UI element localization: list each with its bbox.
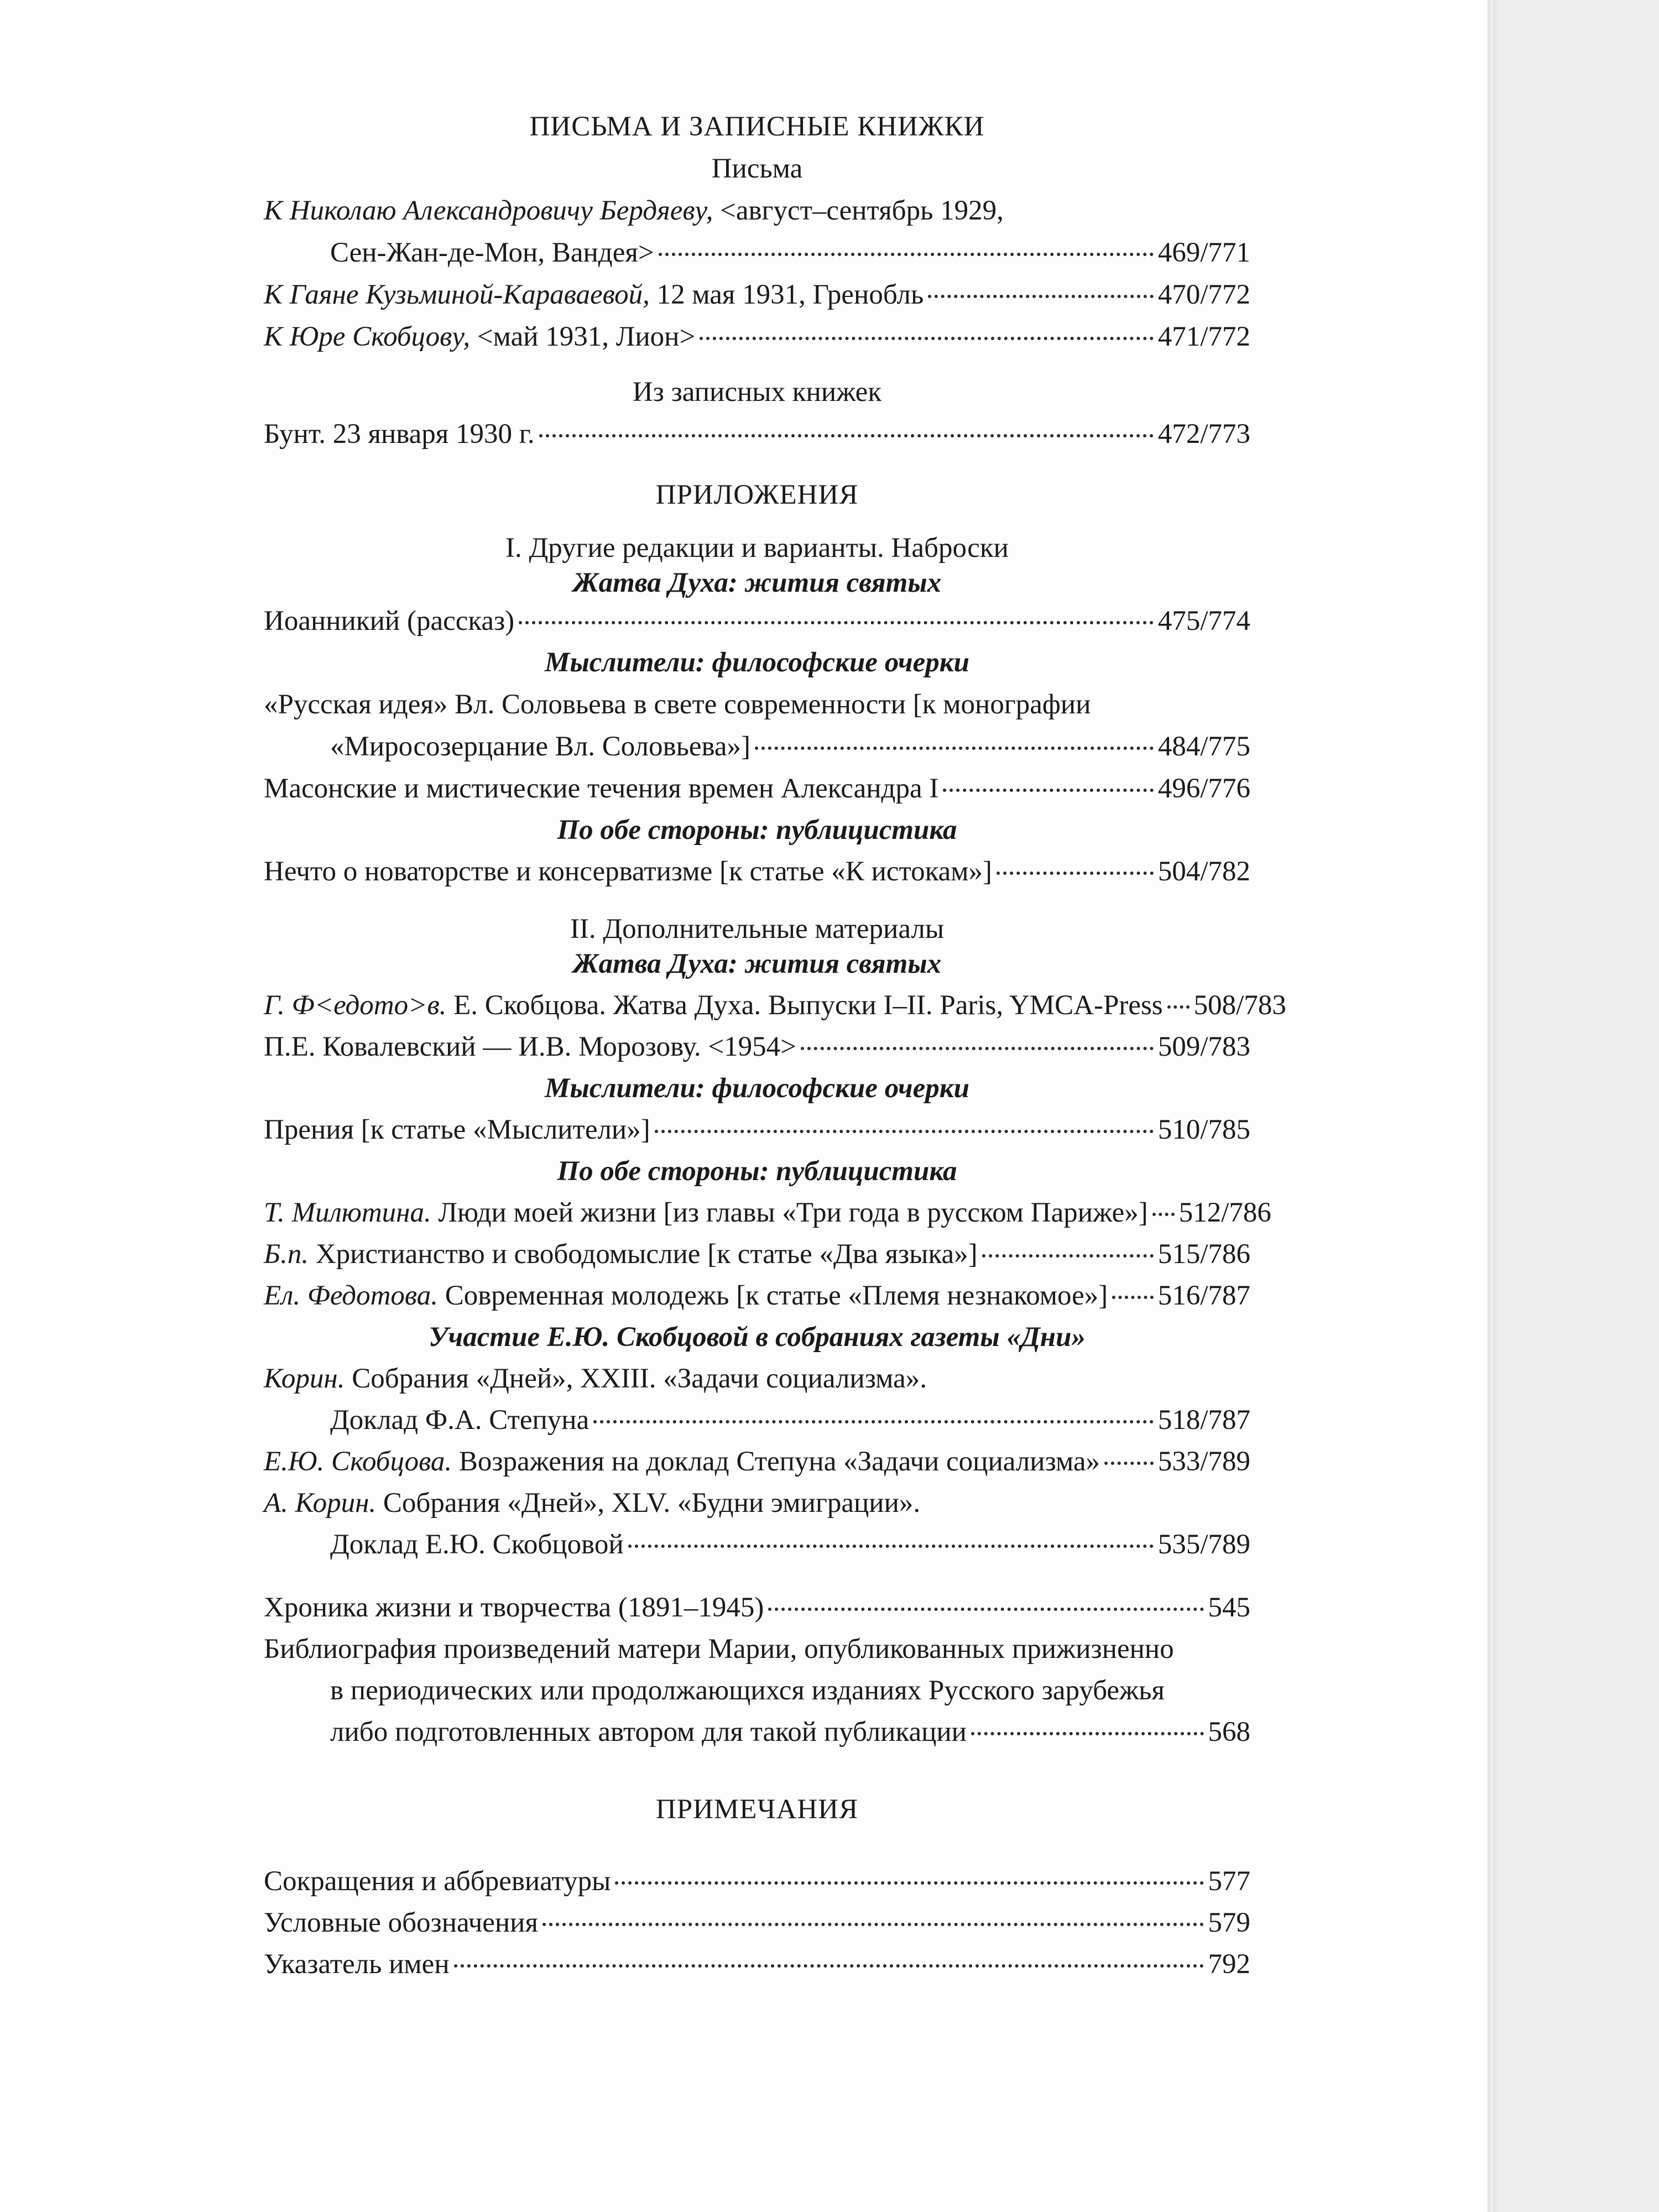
entry-title: Собрания «Дней», XXIII. «Задачи социализма». [345,1363,927,1394]
entry-title: Условные обозначения [264,1907,538,1938]
entry-title: Современная молодежь [к статье «Племя незнакомое»] [437,1280,1108,1311]
toc-entry [264,1716,1250,1793]
dot-leader [943,789,1154,792]
toc-entry-line: Библиография произведений матери Марии, опубликованных прижизненно [264,1634,1174,1665]
category-heading: Мыслители: философские очерки [545,647,969,678]
entry-author: Е.Ю. Скобцова. [264,1446,452,1477]
entry-title: Собрания «Дней», XLV. «Будни эмиграции». [376,1488,921,1519]
section-heading-appendix: ПРИЛОЖЕНИЯ [655,479,859,510]
dot-leader [755,747,1154,750]
entry-page: 475/774 [1157,606,1250,637]
dot-leader [997,872,1154,875]
dot-leader [928,295,1154,298]
entry-page: 568 [1208,1717,1250,1747]
entry-page: 504/782 [1157,856,1250,887]
entry-title: Доклад Ф.А. Степуна [330,1405,589,1436]
dot-leader [971,1732,1204,1735]
entry-author: Т. Милютина. [264,1197,431,1228]
entry-page: 508/783 [1193,990,1286,1021]
toc-entry [264,1528,1250,1592]
section-heading-notes: ПРИМЕЧАНИЯ [655,1794,859,1825]
entry-title: Иоанникий (рассказ) [264,606,515,637]
toc-entry [264,418,1250,479]
toc-entry [264,1280,1250,1321]
dot-leader [539,434,1154,437]
toc-entry [264,731,1250,773]
toc-entry [264,1238,1250,1280]
dot-leader [982,1254,1154,1258]
entry-page: 470/772 [1157,279,1250,310]
toc-entry [264,1197,1271,1238]
entry-page: 533/789 [1157,1446,1250,1477]
dot-leader [542,1923,1204,1926]
subheading-part-1: I. Другие редакции и варианты. Наброски [505,533,1009,564]
entry-title: Сен-Жан-де-Мон, Вандея> [330,237,654,268]
entry-page: 512/786 [1178,1197,1271,1228]
dot-leader [1167,1005,1190,1009]
dot-leader [700,337,1154,340]
toc-entry [264,1865,1250,1907]
category-heading: Мыслители: философские очерки [545,1073,969,1104]
entry-page: 471/772 [1157,321,1250,352]
toc-entry [264,1114,1250,1155]
entry-page: 484/775 [1157,731,1250,762]
entry-title: <май 1931, Лион> [470,321,696,352]
dot-leader [615,1881,1203,1885]
toc-entry [264,237,1250,279]
entry-page: 472/773 [1157,419,1250,450]
dot-leader [1104,1462,1154,1465]
toc-entry-line: в периодических или продолжающихся изданиях Русского зарубежья [330,1675,1165,1706]
toc-entry [264,855,1250,913]
dot-leader [801,1047,1154,1050]
subheading-notebooks: Из записных книжек [632,377,882,408]
entry-page: 535/789 [1157,1529,1250,1560]
entry-page: 515/786 [1157,1239,1250,1270]
entry-author: Корин. [264,1363,345,1394]
entry-page: 792 [1208,1949,1250,1980]
subheading-letters: Письма [711,153,803,184]
entry-page: 509/783 [1157,1031,1250,1062]
entry-author: Ел. Федотова. [264,1280,438,1311]
entry-title: Бунт. 23 января 1930 г. [264,419,535,450]
dot-leader [519,621,1154,624]
entry-title: Масонские и мистические течения времен Александра I [264,773,939,804]
toc-entry [264,321,1250,376]
entry-title: 12 мая 1931, Гренобль [649,279,924,310]
entry-title: Хроника жизни и творчества (1891–1945) [264,1592,764,1623]
toc-entry [264,773,1250,814]
entry-title: Возражения на доклад Степуна «Задачи социализма» [452,1446,1100,1477]
section-heading-letters: ПИСЬМА И ЗАПИСНЫЕ КНИЖКИ [529,111,985,142]
entry-title: Сокращения и аббревиатуры [264,1866,611,1897]
toc-entry [264,1404,1250,1446]
entry-title: «Миросозерцание Вл. Соловьева»] [330,731,750,762]
entry-page: 579 [1208,1907,1250,1938]
dot-leader [593,1420,1154,1423]
entry-author: Г. Ф<едото>в. [264,990,447,1021]
category-heading: По обе стороны: публицистика [557,815,957,846]
entry-page: 518/787 [1157,1405,1250,1436]
entry-author: К Гаяне Кузьминой-Караваевой, [264,279,650,310]
category-heading: По обе стороны: публицистика [557,1156,957,1187]
entry-title: П.Е. Ковалевский — И.В. Морозову. <1954> [264,1031,796,1062]
table-of-contents [264,111,1286,1990]
entry-author: Б.п. [264,1239,309,1270]
entry-page: 510/785 [1157,1114,1250,1145]
toc-entry [264,1907,1250,1948]
toc-entry [264,989,1286,1031]
subheading-part-2: II. Дополнительные материалы [570,914,945,945]
dot-leader [628,1545,1154,1548]
dot-leader [655,1130,1154,1133]
category-heading: Участие Е.Ю. Скобцовой в собраниях газеты «Дни» [429,1322,1086,1353]
toc-entry-line [264,1487,1250,1528]
entry-title: Доклад Е.Ю. Скобцовой [330,1529,624,1560]
entry-title: Прения [к статье «Мыслители»] [264,1114,650,1145]
entry-page: 577 [1208,1866,1250,1897]
entry-author: А. Корин. [264,1488,377,1519]
toc-entry [264,279,1250,321]
dot-leader [454,1964,1204,1968]
entry-page: 516/787 [1157,1280,1250,1311]
entry-title: Нечто о новаторстве и консерватизме [к статье «К истокам»] [264,856,993,887]
entry-title: либо подготовленных автором для такой публикации [330,1717,967,1747]
toc-entry [264,605,1250,646]
entry-page: 545 [1208,1592,1250,1623]
toc-entry-line [264,1363,1250,1404]
entry-title: Указатель имен [264,1949,450,1980]
entry-page: 496/776 [1157,773,1250,804]
entry-page: 469/771 [1157,237,1250,268]
entry-title: <август–сентябрь 1929, [713,195,1004,226]
dot-leader [1152,1213,1175,1216]
toc-entry-line: «Русская идея» Вл. Соловьева в свете современности [к монографии [264,689,1091,720]
dot-leader [1112,1296,1154,1299]
toc-entry [264,1948,1250,1990]
toc-entry [264,1592,1250,1633]
entry-title: Люди моей жизни [из главы «Три года в русском Париже»] [431,1197,1148,1228]
category-heading: Жатва Духа: жития святых [572,567,942,598]
entry-title: Е. Скобцова. Жатва Духа. Выпуски I–II. Paris, YMCA-Press [446,990,1163,1021]
entry-author: К Юре Скобцову, [264,321,471,352]
dot-leader [768,1608,1203,1611]
category-heading: Жатва Духа: жития святых [572,948,942,979]
page-edge-shadow [1488,0,1499,2212]
entry-author: К Николаю Александровичу Бердяеву, [264,195,713,226]
toc-entry [264,1031,1250,1072]
entry-title: Христианство и свободомыслие [к статье «Два языка»] [309,1239,978,1270]
toc-entry-line [264,195,1250,237]
dot-leader [659,253,1154,256]
toc-entry [264,1446,1250,1487]
